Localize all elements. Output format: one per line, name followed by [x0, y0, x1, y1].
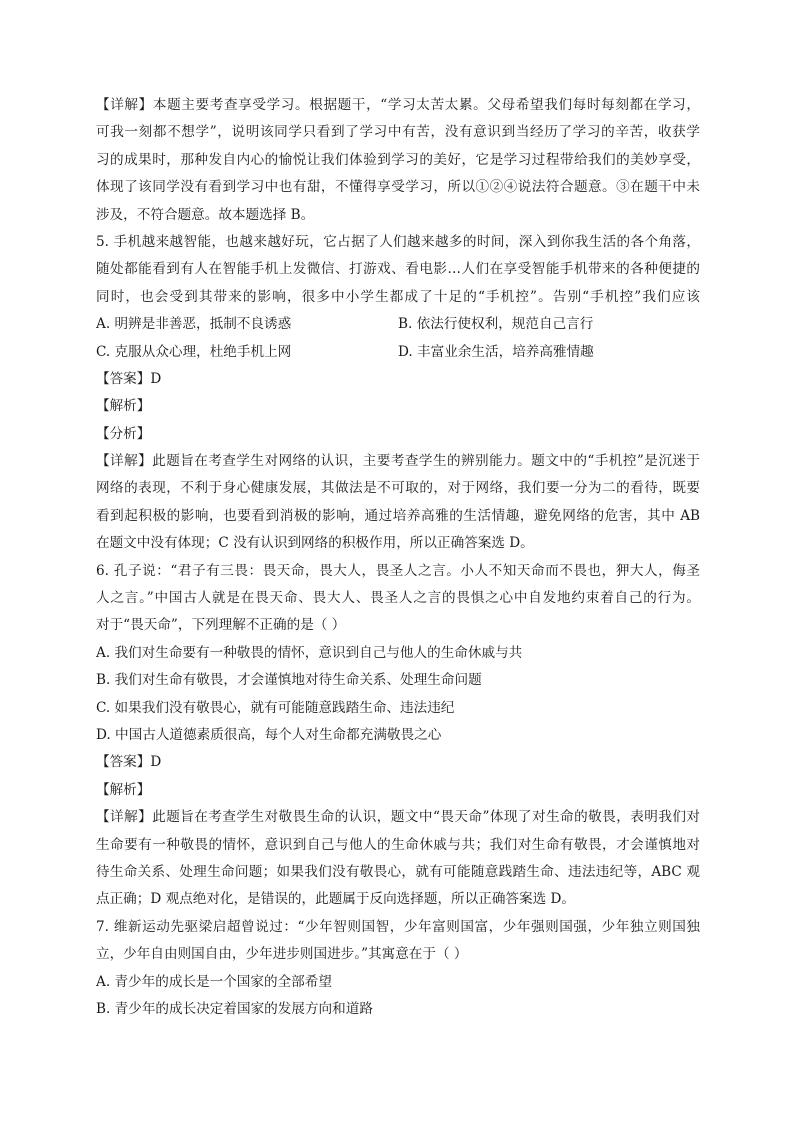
q6-option-a: A. 我们对生命要有一种敬畏的情怀，意识到自己与他人的生命休戚与共	[96, 644, 523, 661]
q6-stem-line: 对于“畏天命”，下列理解不正确的是（ ）	[96, 617, 346, 634]
q5-answer: 【答案】D	[96, 370, 162, 387]
q6-answer: 【答案】D	[96, 754, 162, 771]
q5-detail-line: 在题文中没有体现；C 没有认识到网络的积极作用，所以正确答案选 D。	[96, 535, 534, 552]
q4-detail-line: 涉及，不符合题意。故本题选择 B。	[96, 206, 315, 223]
q6-option-c: C. 如果我们没有敬畏心，就有可能随意践踏生命、违法违纪	[96, 699, 455, 716]
q6-detail-line: 点正确；D 观点绝对化，是错误的，此题属于反向选择题，所以正确答案选 D。	[96, 891, 576, 908]
q6-stem-line: 人之言。”中国古人就是在畏天命、畏大人、畏圣人之言的畏惧之心中自发地约束着自己的行为。	[96, 590, 700, 607]
q5-option-c: C. 克服从众心理，杜绝手机上网	[96, 343, 292, 360]
q7-stem-line: 7. 维新运动先驱梁启超曾说过：“少年智则国智，少年富则国富，少年强则国强，少年独立则国独	[96, 918, 700, 935]
q6-stem-line: 6. 孔子说：“君子有三畏：畏天命，畏大人，畏圣人之言。小人不知天命而不畏也，狎大人，侮圣	[96, 562, 700, 579]
q5-stem-line: 随处都能看到有人在智能手机上发微信、打游戏、看电影…人们在享受智能手机带来的各种便捷的	[96, 261, 700, 278]
q5-detail-line: 看到起积极的影响，也要看到消极的影响，通过培养高雅的生活情趣，避免网络的危害，其中 AB	[96, 507, 700, 524]
q5-detail-line: 网络的表现，不利于身心健康发展，其做法是不可取的，对于网络，我们要一分为二的看待，既要	[96, 480, 700, 497]
document-page	[96, 92, 700, 1023]
q6-detail-line: 待生命关系、处理生命问题；如果我们没有敬畏心，就有可能随意践踏生命、违法违纪等，ABC 观	[96, 863, 700, 880]
q5-analysis-label: 【解析】	[96, 398, 151, 415]
q6-detail-line: 生命要有一种敬畏的情怀，意识到自己与他人的生命休戚与共；我们对生命有敬畏，才会谨慎地对	[96, 836, 700, 853]
q5-option-row	[96, 339, 700, 366]
q4-detail-line: 体现了该同学没有看到学习中也有甜，不懂得享受学习，所以①②④说法符合题意。③在题干中未	[96, 179, 700, 196]
q6-option-b: B. 我们对生命有敬畏，才会谨慎地对待生命关系、处理生命问题	[96, 672, 482, 689]
q6-analysis-label: 【解析】	[96, 781, 151, 798]
q4-detail-line: 【详解】本题主要考查享受学习。根据题干，“学习太苦太累。父母希望我们每时每刻都在学习，	[96, 97, 700, 113]
q6-option-d: D. 中国古人道德素质很高，每个人对生命都充满敬畏之心	[96, 726, 442, 743]
q5-option-b: B. 依法行使权利，规范自己言行	[398, 316, 594, 333]
q7-option-b: B. 青少年的成长决定着国家的发展方向和道路	[96, 1000, 373, 1017]
q5-option-a: A. 明辨是非善恶，抵制不良诱惑	[96, 316, 292, 333]
q4-detail-line: 可我一刻都不想学”，说明该同学只看到了学习中有苦，没有意识到当经历了学习的辛苦，收获学	[96, 124, 700, 141]
q5-fenxi-label: 【分析】	[96, 425, 151, 442]
q5-option-row	[96, 311, 700, 338]
q5-detail-line: 【详解】此题旨在考查学生对网络的认识，主要考查学生的辨别能力。题文中的“手机控”是沉迷于	[96, 453, 700, 470]
q7-stem-line: 立，少年自由则国自由，少年进步则国进步。”其寓意在于（ ）	[96, 946, 468, 963]
q4-detail-line: 习的成果时，那种发自内心的愉悦让我们体验到学习的美好，它是学习过程带给我们的美妙享受，	[96, 151, 700, 168]
q6-detail-line: 【详解】此题旨在考查学生对敬畏生命的认识，题文中“畏天命”体现了对生命的敬畏，表明我们对	[96, 809, 700, 826]
q5-option-d: D. 丰富业余生活，培养高雅情趣	[398, 343, 594, 360]
q5-stem-line: 同时，也会受到其带来的影响，很多中小学生都成了十足的“手机控”。告别“手机控”我们应该	[96, 288, 700, 305]
q7-option-a: A. 青少年的成长是一个国家的全部希望	[96, 973, 332, 990]
q5-stem-line: 5. 手机越来越智能，也越来越好玩，它占据了人们越来越多的时间，深入到你我生活的各个角落，	[96, 233, 700, 250]
